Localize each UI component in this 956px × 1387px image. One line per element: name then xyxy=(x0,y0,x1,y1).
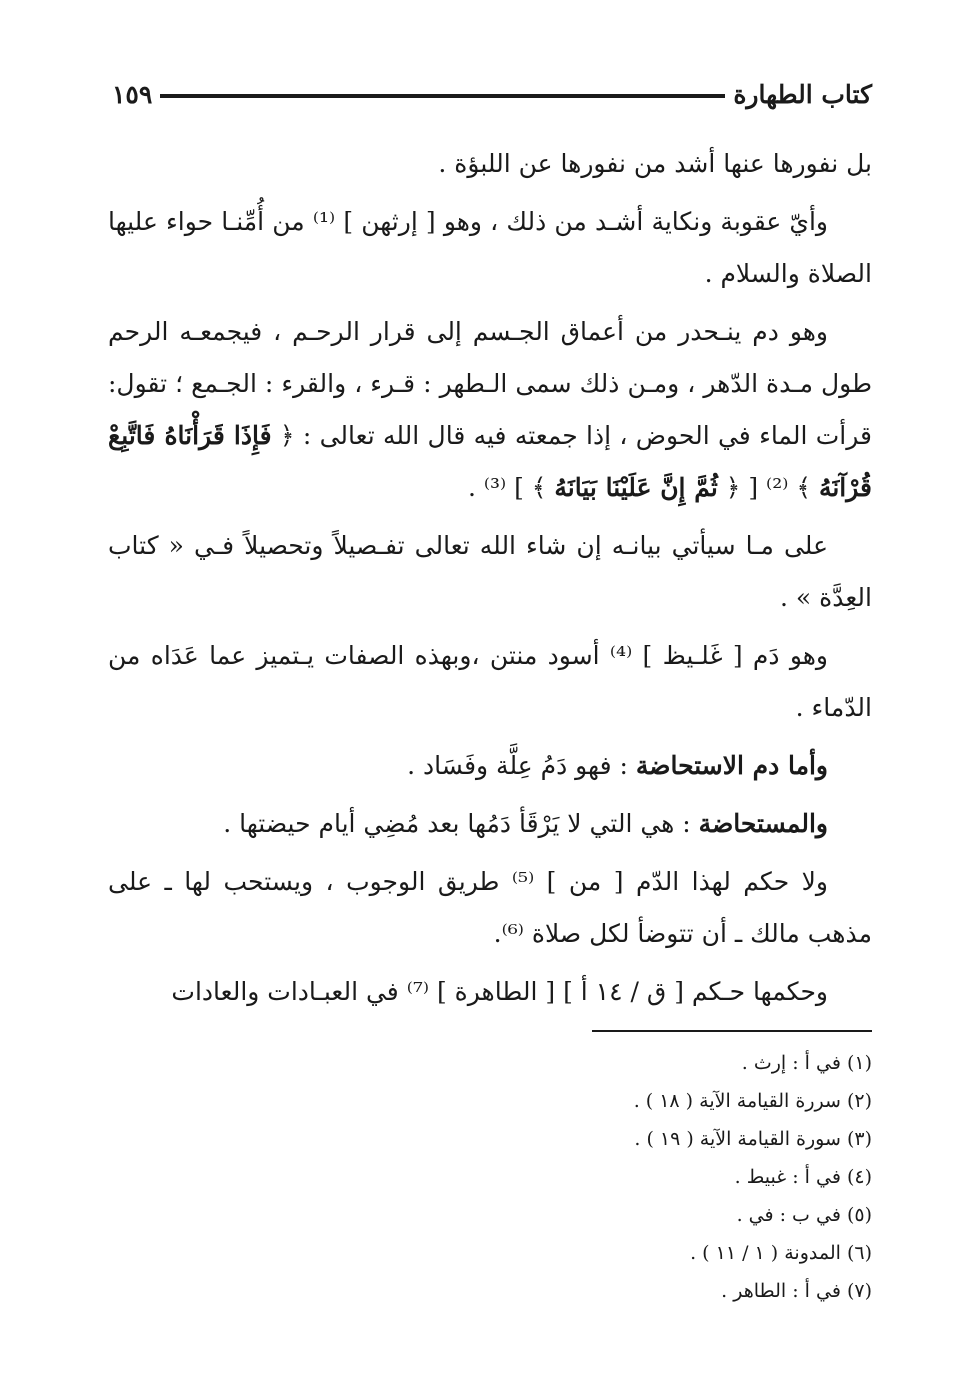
paragraph: وأيّ عقوبة ونكاية أشـد من ذلك ، وهو [ إرثهن ] ⁽¹⁾ من أُمِّنـا حواء عليها الصلاة والسلام . xyxy=(108,207,872,288)
paragraph: وحكمها حـكم [ ق / ١٤ أ ] [ الطاهرة ] ⁽⁷⁾ في العبـادات والعادات xyxy=(171,977,828,1006)
paragraph-text: ﴾ ] ⁽³⁾ . xyxy=(467,473,547,502)
paragraph: بل نفورها عنها أشد من نفورها عن اللبؤة . xyxy=(438,149,872,178)
paragraph xyxy=(108,740,872,792)
page-number: ١٥٩ xyxy=(112,79,153,109)
main-text xyxy=(108,138,872,1024)
defined-term: والمستحاضة xyxy=(698,809,828,838)
paragraph: على مـا سيأتي بيانـه إن شاء الله تعالى تفـصيلاً وتحصيلاً فـي « كتاب العِدَّة » . xyxy=(108,531,872,612)
running-title: كتاب الطهارة xyxy=(733,79,872,109)
footnote: (٦) المدونة ( ١ / ١١ ) . xyxy=(690,1242,872,1264)
quran-verse: ثُمَّ إِنَّ عَلَيْنَا بَيَانَهُ xyxy=(554,473,718,502)
footnotes xyxy=(420,1044,872,1310)
paragraph-text: : فهو دَمُ عِلَّة وفَسَاد . xyxy=(407,751,636,780)
paragraph-text: ﴾ ⁽²⁾ [ ﴿ xyxy=(725,473,811,502)
footnote: (١) في أ : إرث . xyxy=(741,1052,872,1074)
footnote: (٢) سررة القيامة الآية ( ١٨ ) . xyxy=(633,1090,872,1112)
paragraph: ولا حكم لهذا الدّم [ من ] ⁽⁵⁾ طريق الوجوب ، ويستحب لها ـ على مذهب مالك ـ أن تتوضأ لكل صلاة ⁽⁶⁾. xyxy=(108,867,872,948)
header-rule xyxy=(160,94,725,98)
paragraph-text: وهو دم ينـحدر من أعماق الجـسم إلى قرار الرحـم ، فيجمعـه الرحم طول مـدة الدّهر ، ومـن ذلك سمى الـطهر : قـرء ، والقرء : الجـمع ؛ تقول: قرأت الماء في الحوض ، إذا جمعته فيه قال الله تعالى : ﴿ xyxy=(108,317,872,450)
paragraph xyxy=(108,798,872,850)
paragraph-text: : هي التي لا يَرْقَأ دَمُها بعد مُضِي أيام حيضتها . xyxy=(223,809,699,838)
footnote: (٣) سورة القيامة الآية ( ١٩ ) . xyxy=(634,1128,872,1150)
footnote: (٧) في أ : الطاهر . xyxy=(721,1280,872,1302)
footnote: (٥) في ب : في . xyxy=(736,1204,872,1226)
page-header xyxy=(112,74,872,114)
defined-term: وأما دم الاستحاضة xyxy=(635,751,828,780)
footnote: (٤) في أ : غبيط . xyxy=(734,1166,872,1188)
quran-verse: فَإِذَا قَرَأْنَاهُ فَاتَّبِعْ قُرْآنَهُ xyxy=(108,421,872,502)
paragraph: وهو دَم [ غَلـيظ ] ⁽⁴⁾ أسود منتن ،وبهذه الصفات يـتميز عما عَدَاه من الدّماء . xyxy=(108,641,872,722)
paragraph xyxy=(108,306,872,514)
footnote-separator xyxy=(592,1030,872,1032)
